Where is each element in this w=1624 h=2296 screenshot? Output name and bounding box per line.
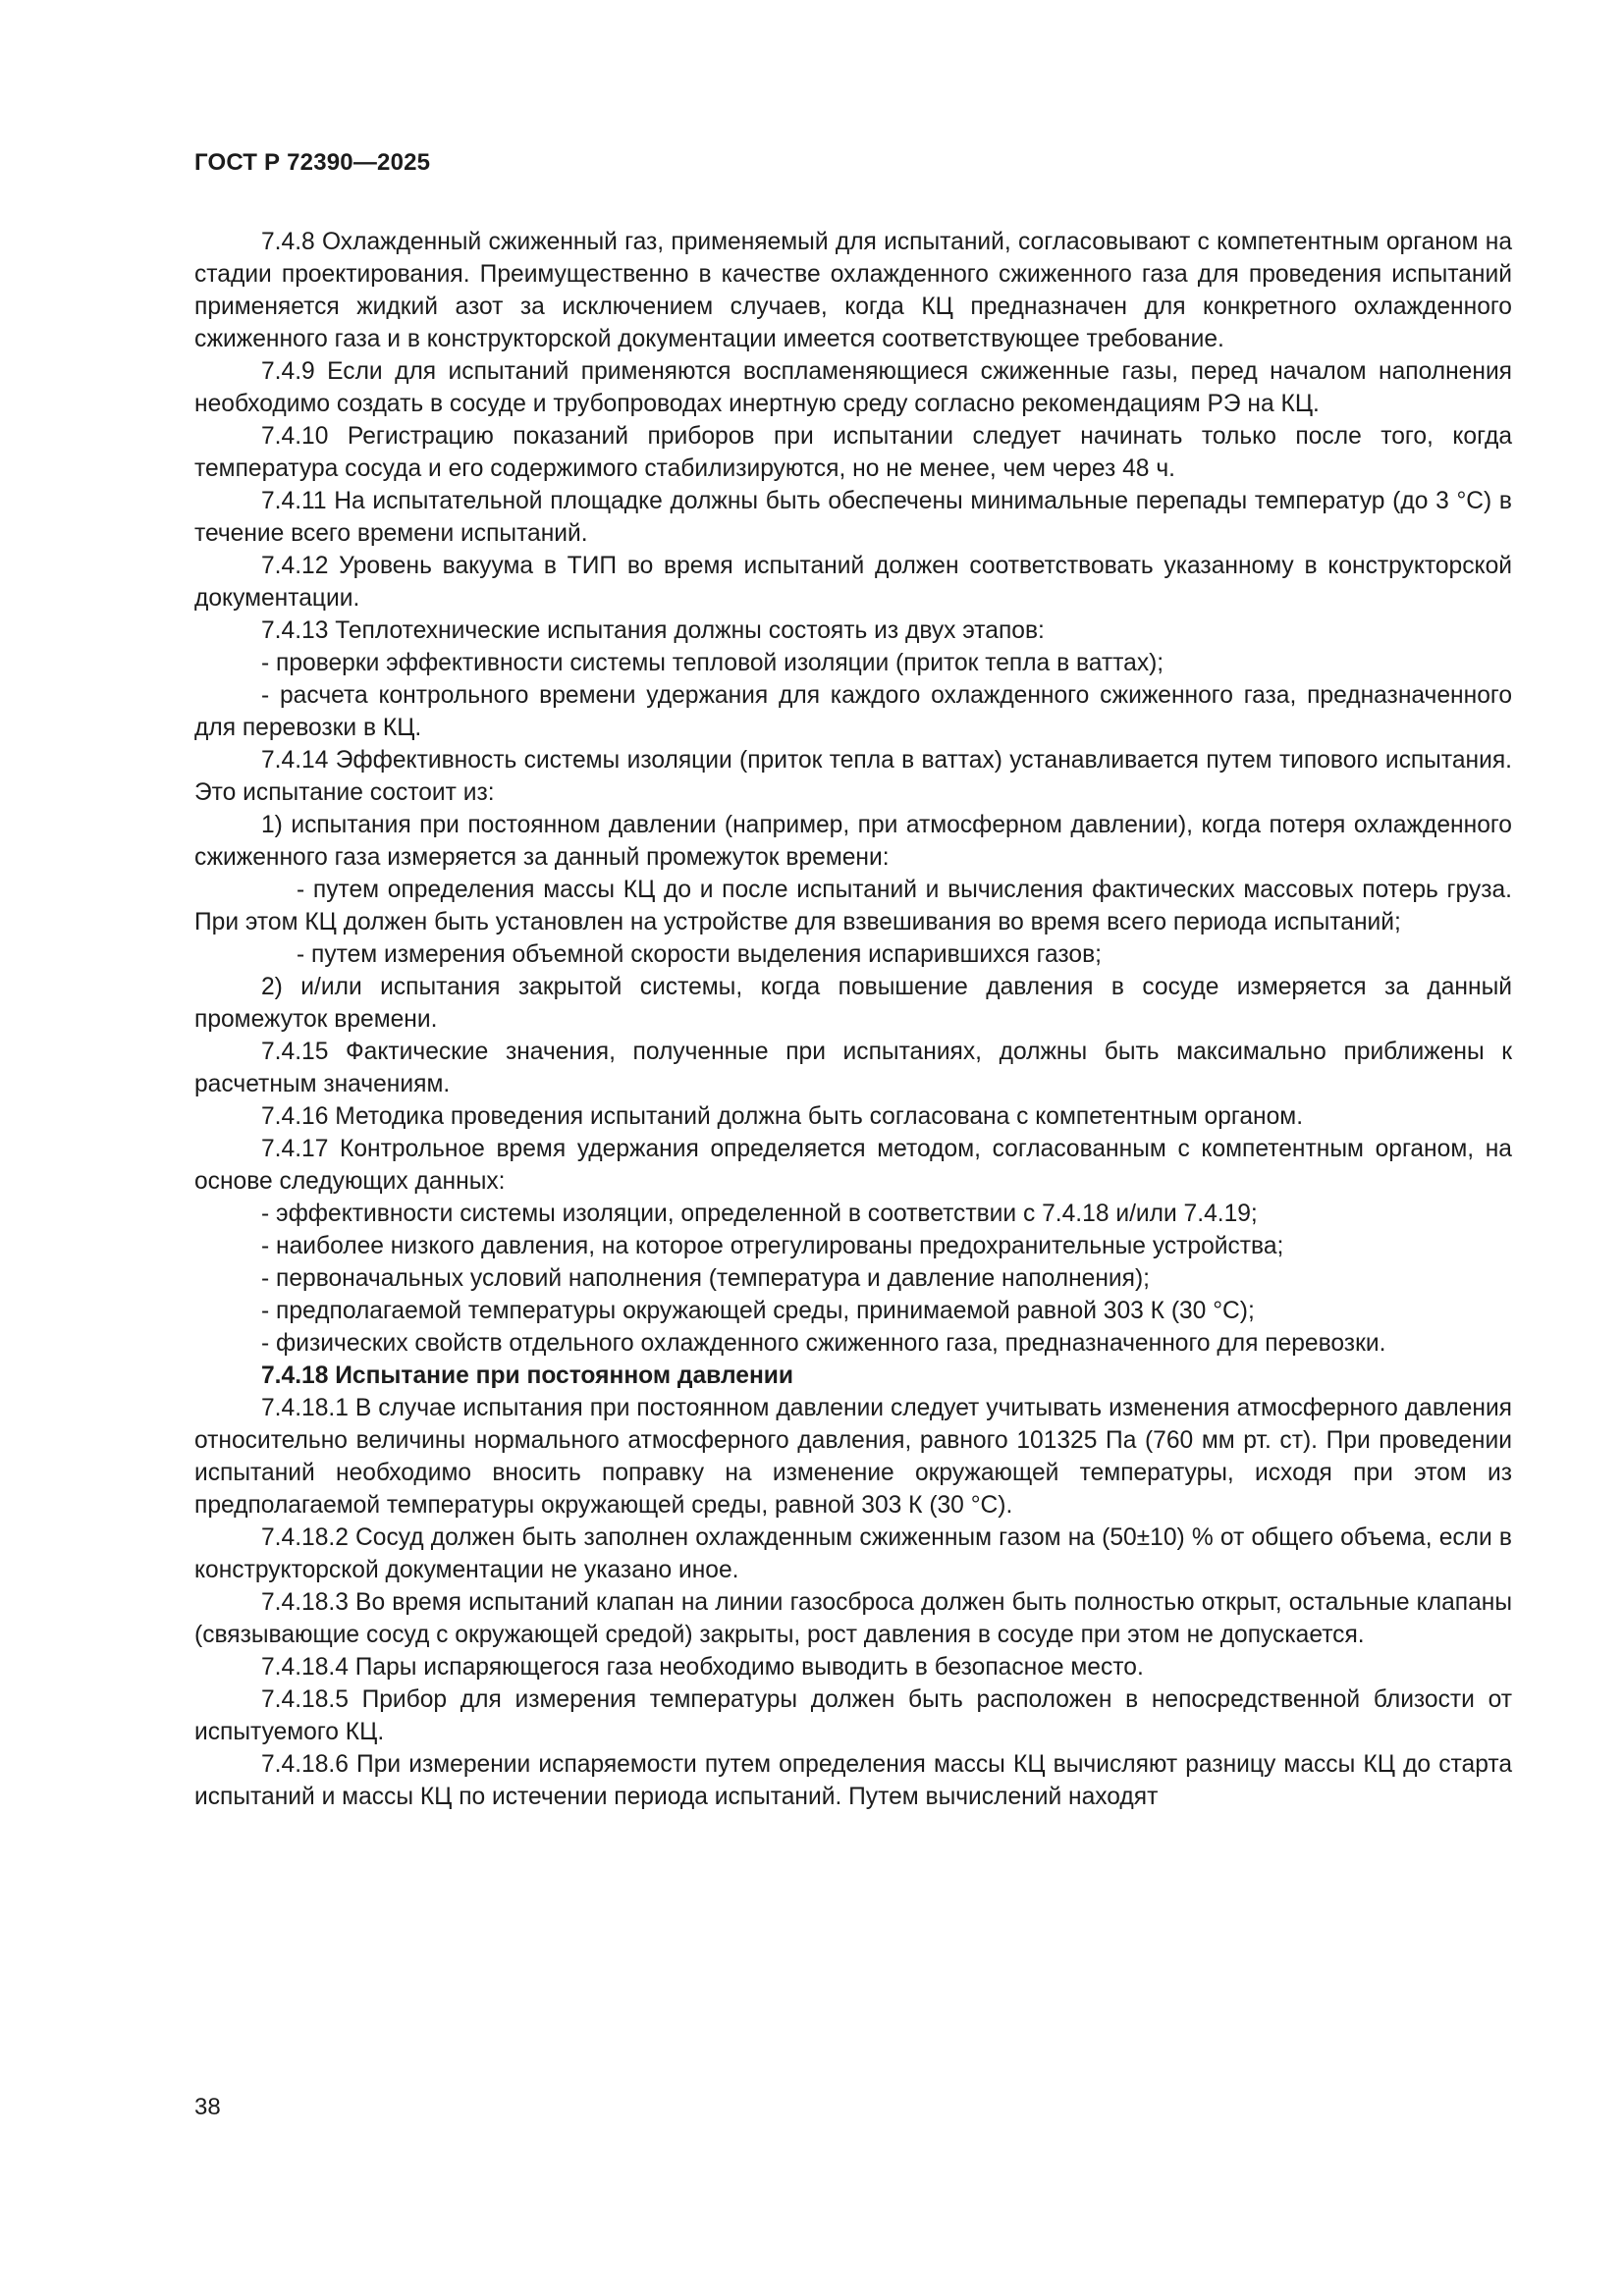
- paragraph-7-4-13: 7.4.13 Теплотехнические испытания должны состоять из двух этапов:: [261, 617, 1045, 644]
- paragraph-7-4-14: 7.4.14 Эффективность системы изоляции (приток тепла в ваттах) устанавливается путем типового испытания. Это испытание состоит из:: [194, 747, 1512, 806]
- paragraph-7-4-18-5: 7.4.18.5 Прибор для измерения температуры должен быть расположен в непосредственной близости от испытуемого КЦ.: [194, 1686, 1512, 1745]
- section-heading-7-4-18: 7.4.18 Испытание при постоянном давлении: [261, 1362, 794, 1389]
- paragraph-7-4-18-6: 7.4.18.6 При измерении испаряемости путем определения массы КЦ вычисляют разницу массы КЦ до старта испытаний и массы КЦ по истечении периода испытаний. Путем вычислений находят: [194, 1751, 1512, 1810]
- paragraph-7-4-9: 7.4.9 Если для испытаний применяются воспламеняющиеся сжиженные газы, перед началом наполнения необходимо создать в сосуде и трубопроводах инертную среду согласно рекомендациям РЭ на КЦ.: [194, 358, 1512, 417]
- document-body: [194, 226, 1512, 1813]
- paragraph-7-4-17: 7.4.17 Контрольное время удержания определяется методом, согласованным с компетентным органом, на основе следующих данных:: [194, 1136, 1512, 1195]
- list-item: - расчета контрольного времени удержания для каждого охлажденного сжиженного газа, предназначенного для перевозки в КЦ.: [194, 682, 1512, 741]
- list-item: - проверки эффективности системы тепловой изоляции (приток тепла в ваттах);: [261, 650, 1164, 676]
- paragraph-7-4-15: 7.4.15 Фактические значения, полученные при испытаниях, должны быть максимально приближены к расчетным значениям.: [194, 1039, 1512, 1097]
- document-header: ГОСТ Р 72390—2025: [194, 149, 431, 176]
- paragraph-7-4-12: 7.4.12 Уровень вакуума в ТИП во время испытаний должен соответствовать указанному в конструкторской документации.: [194, 553, 1512, 612]
- list-item: - наиболее низкого давления, на которое отрегулированы предохранительные устройства;: [261, 1233, 1284, 1259]
- list-item: - предполагаемой температуры окружающей среды, принимаемой равной 303 К (30 °С);: [261, 1298, 1255, 1324]
- paragraph-7-4-18-1: 7.4.18.1 В случае испытания при постоянном давлении следует учитывать изменения атмосферного давления относительно величины нормального атмосферного давления, равного 101325 Па (760 мм рт. ст). При проведении испытаний необходимо вносить поправку на изменение окружающей температуры, исходя при этом из предполагаемой температуры окружающей среды, равной 303 К (30 °С).: [194, 1395, 1512, 1519]
- paragraph-7-4-16: 7.4.16 Методика проведения испытаний должна быть согласована с компетентным органом.: [261, 1103, 1304, 1130]
- list-item: - путем определения массы КЦ до и после испытаний и вычисления фактических массовых потерь груза. При этом КЦ должен быть установлен на устройстве для взвешивания во время всего периода испытаний;: [194, 877, 1512, 935]
- list-item: - физических свойств отдельного охлажденного сжиженного газа, предназначенного для перевозки.: [261, 1330, 1386, 1357]
- paragraph-7-4-18-4: 7.4.18.4 Пары испаряющегося газа необходимо выводить в безопасное место.: [261, 1654, 1144, 1681]
- paragraph-7-4-8: 7.4.8 Охлажденный сжиженный газ, применяемый для испытаний, согласовывают с компетентным органом на стадии проектирования. Преимущественно в качестве охлажденного сжиженного газа для проведения испытаний применяется жидкий азот за исключением случаев, когда КЦ предназначен для конкретного охлажденного сжиженного газа и в конструкторской документации имеется соответствующее требование.: [194, 229, 1512, 352]
- list-item: - путем измерения объемной скорости выделения испарившихся газов;: [297, 941, 1103, 968]
- list-item: - эффективности системы изоляции, определенной в соответствии с 7.4.18 и/или 7.4.19;: [261, 1201, 1258, 1227]
- list-item: 2) и/или испытания закрытой системы, когда повышение давления в сосуде измеряется за данный промежуток времени.: [194, 974, 1512, 1033]
- paragraph-7-4-18-3: 7.4.18.3 Во время испытаний клапан на линии газосброса должен быть полностью открыт, остальные клапаны (связывающие сосуд с окружающей средой) закрыты, рост давления в сосуде при этом не допускается.: [194, 1589, 1512, 1648]
- paragraph-7-4-10: 7.4.10 Регистрацию показаний приборов при испытании следует начинать только после того, когда температура сосуда и его содержимого стабилизируются, но не менее, чем через 48 ч.: [194, 423, 1512, 482]
- list-item: - первоначальных условий наполнения (температура и давление наполнения);: [261, 1265, 1150, 1292]
- paragraph-7-4-11: 7.4.11 На испытательной площадке должны быть обеспечены минимальные перепады температур (до 3 °С) в течение всего времени испытаний.: [194, 488, 1512, 547]
- paragraph-7-4-18-2: 7.4.18.2 Сосуд должен быть заполнен охлажденным сжиженным газом на (50±10) % от общего объема, если в конструкторской документации не указано иное.: [194, 1524, 1512, 1583]
- list-item: 1) испытания при постоянном давлении (например, при атмосферном давлении), когда потеря охлажденного сжиженного газа измеряется за данный промежуток времени:: [194, 812, 1512, 871]
- page-number: 38: [194, 2094, 221, 2120]
